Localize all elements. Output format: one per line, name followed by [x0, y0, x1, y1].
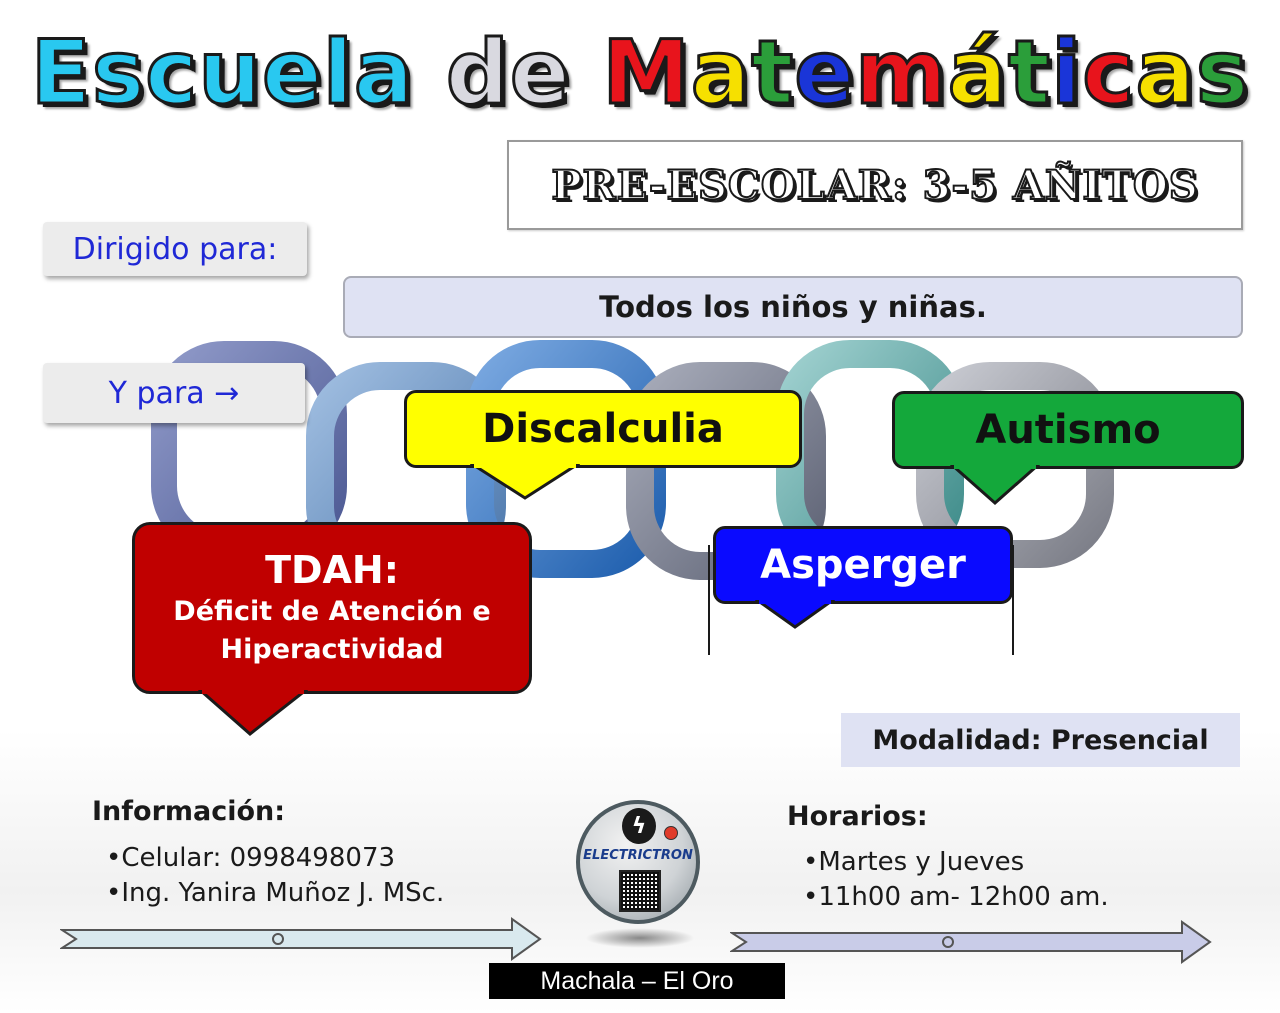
- title-segment-4: t: [751, 21, 795, 124]
- asperger-callout-tail: [755, 600, 835, 630]
- qr-code-icon: [619, 870, 661, 912]
- title-segment-2: M: [602, 21, 691, 124]
- logo-name: ELECTRICTRON: [583, 848, 693, 863]
- logo-shadow: [585, 928, 695, 948]
- y-para-label-box: [43, 363, 305, 423]
- callout-asperger: [713, 526, 1013, 604]
- todos-text: Todos los niños y niñas.: [599, 290, 987, 324]
- callout-discalculia: [404, 390, 802, 468]
- page-title: [0, 18, 1280, 128]
- asperger-left-line: [708, 545, 710, 655]
- logo-red-dot-icon: [664, 826, 678, 840]
- dirigido-label: Dirigido para:: [72, 231, 278, 267]
- horarios-line-days: •Martes y Jueves: [803, 847, 1025, 877]
- title-segment-3: a: [690, 21, 752, 124]
- title-segment-8: t: [1008, 21, 1052, 124]
- tdah-title: TDAH:: [265, 548, 399, 592]
- todos-box: [343, 276, 1243, 338]
- title-segment-5: e: [794, 21, 855, 124]
- discalculia-callout-tail: [470, 464, 580, 500]
- title-segment-6: m: [854, 21, 948, 124]
- title-segment-7: á: [947, 21, 1009, 124]
- title-segment-11: a: [1135, 21, 1196, 124]
- subtitle-text: PRE-ESCOLAR: 3-5 AÑITOS: [551, 161, 1199, 209]
- informacion-line-phone: •Celular: 0998498073: [106, 843, 396, 873]
- tdah-line-1: Déficit de Atención e: [173, 596, 491, 627]
- location-text: Machala – El Oro: [540, 966, 734, 995]
- lightning-bolt-icon: ϟ: [622, 808, 656, 844]
- informacion-heading: Información:: [92, 796, 286, 827]
- y-para-label: Y para →: [108, 375, 240, 411]
- autismo-label: Autismo: [975, 407, 1161, 453]
- left-arrow-icon: [60, 916, 544, 962]
- informacion-line-name: •Ing. Yanira Muñoz J. MSc.: [106, 878, 445, 908]
- title-segment-0: Escuela: [30, 21, 446, 124]
- right-arrow-icon: [730, 919, 1214, 965]
- dirigido-label-box: [43, 222, 307, 276]
- asperger-label: Asperger: [760, 542, 966, 588]
- title-segment-1: de: [445, 21, 603, 124]
- modalidad-box: [841, 713, 1240, 767]
- horarios-line-time: •11h00 am- 12h00 am.: [803, 882, 1109, 912]
- location-label: [489, 963, 785, 999]
- tdah-line-2: Hiperactividad: [220, 634, 444, 665]
- title-segment-12: s: [1195, 21, 1250, 124]
- callout-tdah: [132, 522, 532, 694]
- tdah-callout-tail: [198, 690, 308, 736]
- title-segment-9: i: [1051, 21, 1083, 124]
- autismo-callout-tail: [950, 465, 1040, 505]
- callout-autismo: [892, 391, 1244, 469]
- discalculia-label: Discalculia: [482, 406, 724, 452]
- horarios-heading: Horarios:: [787, 801, 928, 832]
- title-segment-10: c: [1082, 21, 1136, 124]
- subtitle-box: [507, 140, 1243, 230]
- modalidad-text: Modalidad: Presencial: [872, 724, 1209, 756]
